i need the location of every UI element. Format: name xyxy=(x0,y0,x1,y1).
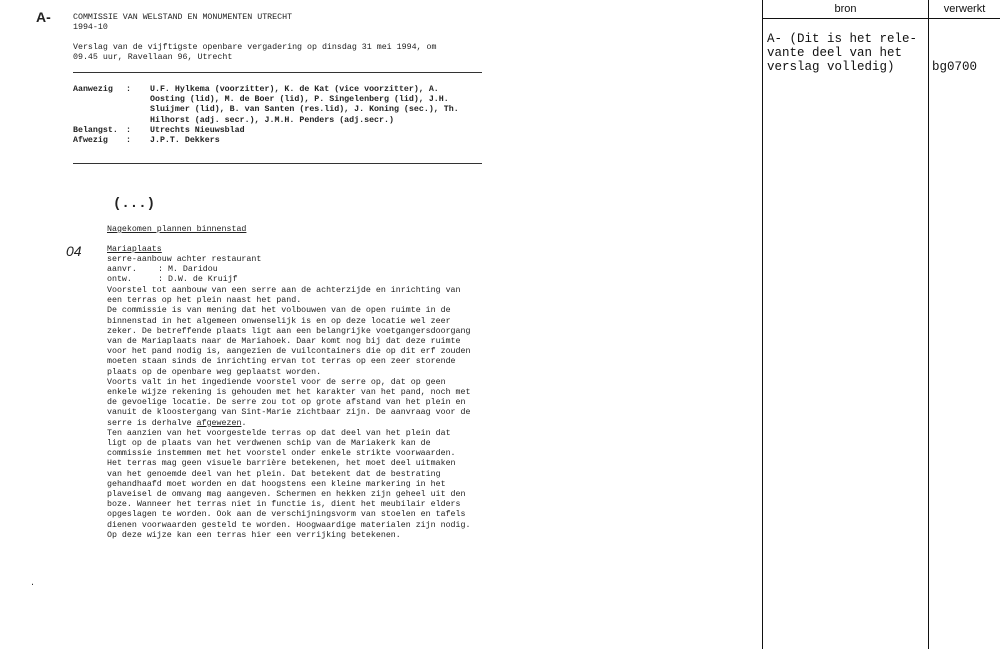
body-line: Voorts valt in het ingediende voorstel voor de serre op, dat op geen xyxy=(107,377,446,387)
report-line-2: 09.45 uur, Ravellaan 96, Utrecht xyxy=(73,53,233,62)
designer-label: ontw. xyxy=(107,275,132,284)
body-line: moeten staan sinds de inrichting ervan tot terras op een zeer storende xyxy=(107,357,456,367)
decision-suffix: . xyxy=(241,418,247,428)
absent-value: J.P.T. Dekkers xyxy=(150,136,220,145)
stray-dot: . xyxy=(30,579,35,588)
section-heading: Nagekomen plannen binnenstad xyxy=(107,225,247,234)
item-title: Mariaplaats xyxy=(107,245,162,254)
body-line: een terras op het plein naast het pand. xyxy=(107,296,302,306)
body-line: Het terras mag geen visuele barrière betekenen, het moet deel uitmaken xyxy=(107,459,456,469)
decision-prefix: serre is derhalve xyxy=(107,418,197,428)
interested-value: Utrechts Nieuwsblad xyxy=(150,126,245,135)
body-line: voor het pand nodig is, aangezien de vuilcontainers die op dit erf zouden xyxy=(107,347,471,357)
body-line: Voorstel tot aanbouw van een serre aan de achterzijde en inrichting van xyxy=(107,286,461,295)
present-line: U.F. Hylkema (voorzitter), K. de Kat (vice voorzitter), A. xyxy=(150,85,439,94)
present-list xyxy=(150,85,459,126)
divider-top xyxy=(73,72,482,73)
divider-bottom xyxy=(73,163,482,164)
absent-label: Afwezig xyxy=(73,136,108,145)
body-line: commissie instemmen met het voorstel onder enkele strikte voorwaarden. xyxy=(107,449,456,459)
applicant-value: : M. Daridou xyxy=(158,265,218,274)
bron-note: A- (Dit is het rele- vante deel van het verslag volledig) xyxy=(767,32,918,74)
margin-mark: A- xyxy=(36,9,51,25)
interested-sep: : xyxy=(126,126,131,135)
body-line: plaveisel de omvang mag aangeven. Schermen en hekken zijn geheel uit den xyxy=(107,490,466,500)
present-label: Aanwezig xyxy=(73,85,113,94)
body-line: boze. Wanneer het terras niet in functie is, dient het meubilair elders xyxy=(107,500,461,510)
body-line: de gevoelige locatie. De serre zou tot op grote afstand van het plein en xyxy=(107,398,466,408)
report-line-1: Verslag van de vijftigste openbare vergadering op dinsdag 31 mei 1994, om xyxy=(73,43,437,52)
body-line: Op deze wijze kan een terras hier een verrijking betekenen. xyxy=(107,530,401,540)
column-divider xyxy=(928,0,929,649)
body-line: opgeslagen te worden. Ook aan de verschijningsvorm van stoelen en tafels xyxy=(107,510,466,520)
body-line: zeker. De betreffende plaats ligt aan een belangrijke voetgangersdoorgang xyxy=(107,326,471,336)
body-line: plaats op de openbare weg geplaatst worden. xyxy=(107,367,322,377)
omission-marker: (...) xyxy=(113,196,156,212)
present-line: Oosting (lid), M. de Boer (lid), P. Singelenberg (lid), J.H. xyxy=(150,95,449,105)
present-line: Hilhorst (adj. secr.), J.M.H. Penders (adj.secr.) xyxy=(150,115,394,125)
body-line: gehandhaafd moet worden en dat hoogstens een kleine markering in het xyxy=(107,479,446,489)
interested-label: Belangst. xyxy=(73,126,118,135)
verwerkt-header: verwerkt xyxy=(943,3,986,15)
body-line: dienen voorwaarden gesteld te worden. Hoogwaardige materialen zijn nodig. xyxy=(107,520,471,530)
body-line: vanuit de kloostergang van Sint-Marie zichtbaar zijn. De aanvraag voor de xyxy=(107,408,471,418)
body-line: van het genoemde deel van het plein. Dat betekent dat de bestrating xyxy=(107,469,441,479)
doc-number: 1994-10 xyxy=(73,23,108,32)
body-line: De commissie is van mening dat het volbouwen van de open ruimte in de xyxy=(107,306,451,316)
body-line: ligt op de plaats van het verdwenen schip van de Mariakerk kan de xyxy=(107,439,431,449)
bron-header: bron xyxy=(834,3,857,15)
header-underline xyxy=(762,18,1000,19)
bron-column-left-border xyxy=(762,0,763,649)
decision-line xyxy=(107,419,470,429)
verwerkt-code: bg0700 xyxy=(932,60,978,74)
body-line: van de Mariaplaats naar de Mariahoek. Daar komt nog bij dat deze ruimte xyxy=(107,337,461,347)
body-line: Ten aanzien van het voorgestelde terras op dat deel van het plein dat xyxy=(107,428,451,438)
item-subtitle: serre-aanbouw achter restaurant xyxy=(107,255,262,264)
absent-sep: : xyxy=(126,136,131,145)
handwritten-item-number: 04 xyxy=(66,243,82,259)
applicant-label: aanvr. xyxy=(107,265,137,274)
present-line: Sluijmer (lid), B. van Santen (res.lid), J. Koning (sec.), Th. xyxy=(150,105,459,115)
body-line: binnenstad in het algemeen onwenselijk is en op deze locatie wel zeer xyxy=(107,316,451,326)
org-title: COMMISSIE VAN WELSTAND EN MONUMENTEN UTRECHT xyxy=(73,13,293,22)
body-line: enkele wijze rekening is gehouden met het karakter van het pand, noch met xyxy=(107,388,471,398)
present-sep: : xyxy=(126,85,131,94)
item-body xyxy=(107,286,470,541)
decision-word: afgewezen xyxy=(196,418,242,428)
designer-value: : D.W. de Kruijf xyxy=(158,275,238,284)
